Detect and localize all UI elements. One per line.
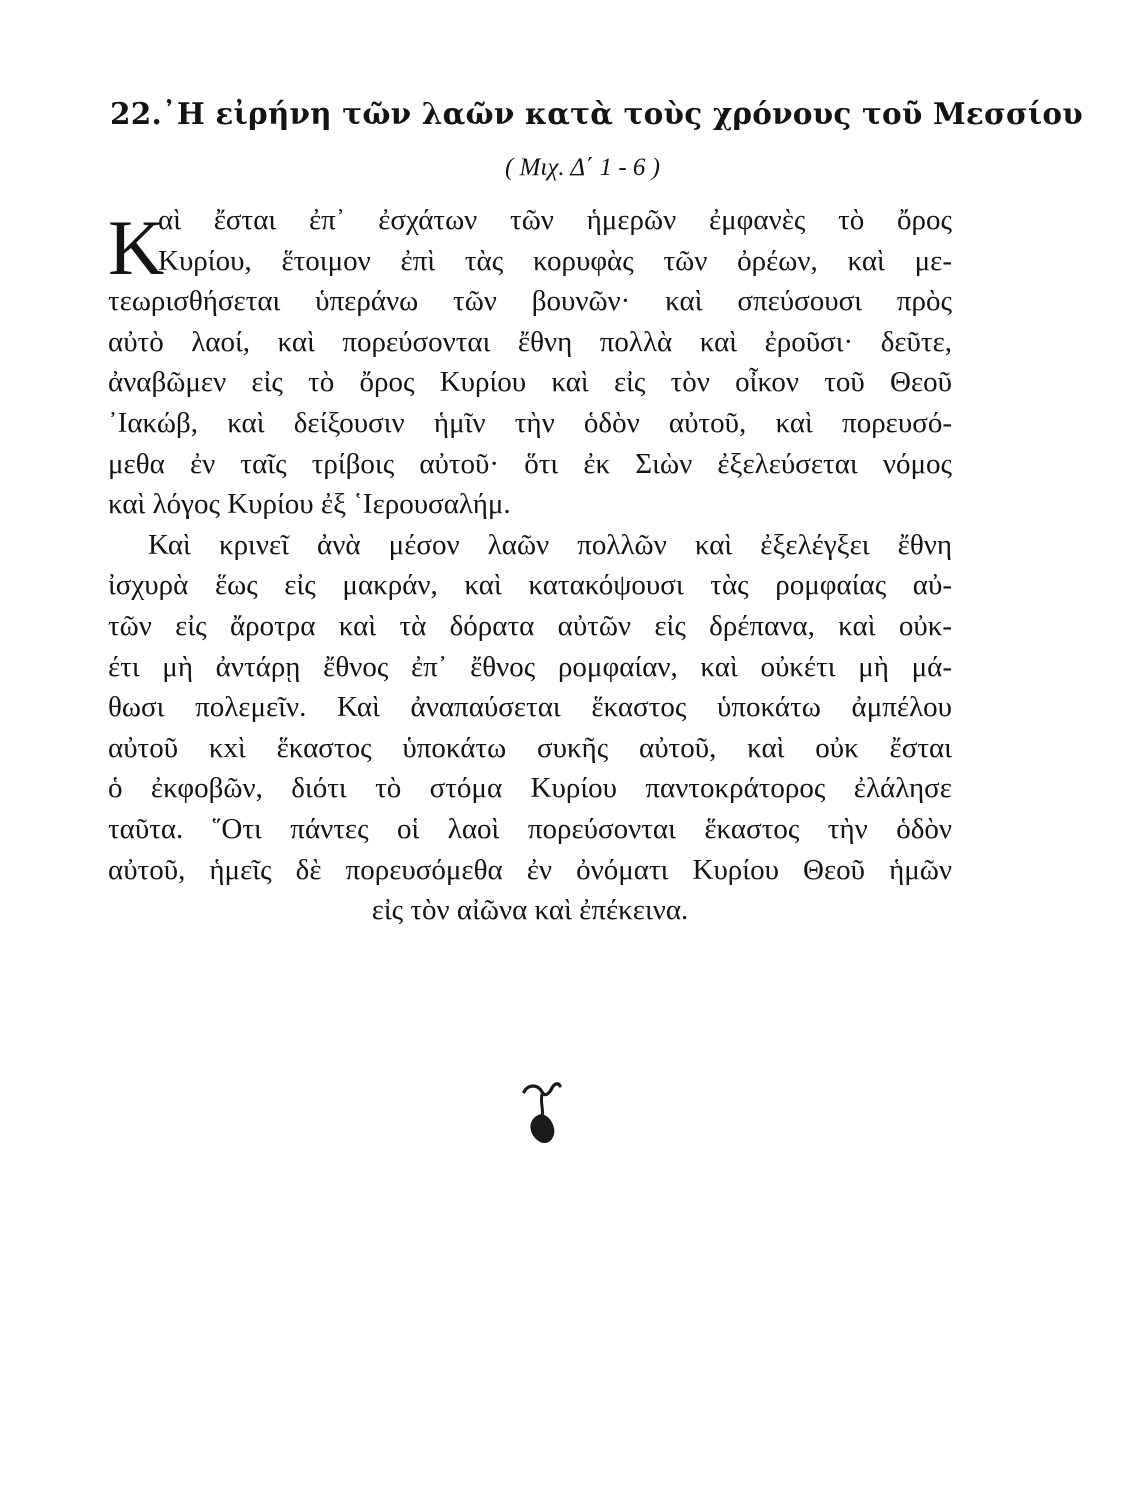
text-line: αὐτοῦ κxὶ ἕκαστος ὑποκάτω συκῆς αὐτοῦ, καὶ οὐκ ἔσται (108, 731, 952, 764)
text-line: αὐτοῦ, ἡμεῖς δὲ πορευσόμεθα ἐν ὀνόματι Κυρίου Θεοῦ ἡμῶν (108, 853, 952, 886)
text-line: θωσι πολεμεῖν. Καὶ ἀναπαύσεται ἕκαστος ὑποκάτω ἀμπέλου (108, 691, 952, 724)
text-line: ὁ ἐκφοβῶν, διότι τὸ στόμα Κυρίου παντοκράτορος ἐλάλησε (108, 772, 952, 805)
text-line: αὐτὸ λαοί, καὶ πορεύσονται ἔθνη πολλὰ καὶ ἐροῦσι· δεῦτε, (108, 325, 952, 358)
body-text (108, 200, 952, 931)
text-line: αὶ ἔσται ἐπ᾿ ἐσχάτων τῶν ἡμερῶν ἐμφανὲς τὸ ὄρος (158, 204, 952, 236)
text-line: μεθα ἐν ταῖς τρίβοις αὐτοῦ· ὅτι ἐκ Σιὼν ἐξελεύσεται νόμος (108, 447, 952, 480)
chapter-heading: 22.᾿Η εἰρήνη τῶν λαῶν κατὰ τοὺς χρόνους τοῦ Μεσσίου (110, 96, 1083, 131)
text-line: Καὶ κρινεῖ ἀνὰ μέσον λαῶν πολλῶν καὶ ἐξελέγξει ἔθνη (148, 528, 952, 561)
text-line: ταῦτα. ῞Οτι πάντες οἱ λαοὶ πορεύσονται ἕκαστος τὴν ὁδὸν (108, 812, 952, 845)
text-line: έτι μὴ ἀντάρῃ ἔθνος ἐπ᾿ ἔθνος ρομφαίαν, καὶ οὐκέτι μὴ μά- (108, 650, 952, 683)
drop-cap-letter: Κ (108, 204, 165, 291)
text-line: καὶ λόγος Κυρίου ἐξ ῾Ιερουσαλήμ. (108, 488, 511, 521)
text-line: Κυρίου, ἕτοιμον ἐπὶ τὰς κορυφὰς τῶν ὀρέων, καὶ με- (158, 244, 952, 277)
vine-leaf-ornament-icon (518, 1078, 568, 1148)
text-line: τῶν εἰς ἄροτρα καὶ τὰ δόρατα αὐτῶν εἰς δρέπανα, καὶ οὐκ- (108, 609, 952, 642)
text-line: εἰς τὸν αἰῶνα καὶ ἐπέκεινα. (371, 894, 689, 927)
text-line: τεωρισθήσεται ὑπεράνω τῶν βουνῶν· καὶ σπεύσουσι πρὸς (108, 285, 952, 318)
text-line: ἰσχυρὰ ἕως εἰς μακράν, καὶ κατακόψουσι τὰς ρομφαίας αὐ- (108, 569, 952, 602)
text-line: ᾿Ιακώβ, καὶ δείξουσιν ἡμῖν τὴν ὁδὸν αὐτοῦ, καὶ πορευσό- (108, 406, 952, 439)
scripture-reference: ( Μιχ. Δ΄ 1 - 6 ) (504, 154, 661, 181)
text-line: ἀναβῶμεν εἰς τὸ ὄρος Κυρίου καὶ εἰς τὸν οἶκον τοῦ Θεοῦ (108, 366, 952, 399)
